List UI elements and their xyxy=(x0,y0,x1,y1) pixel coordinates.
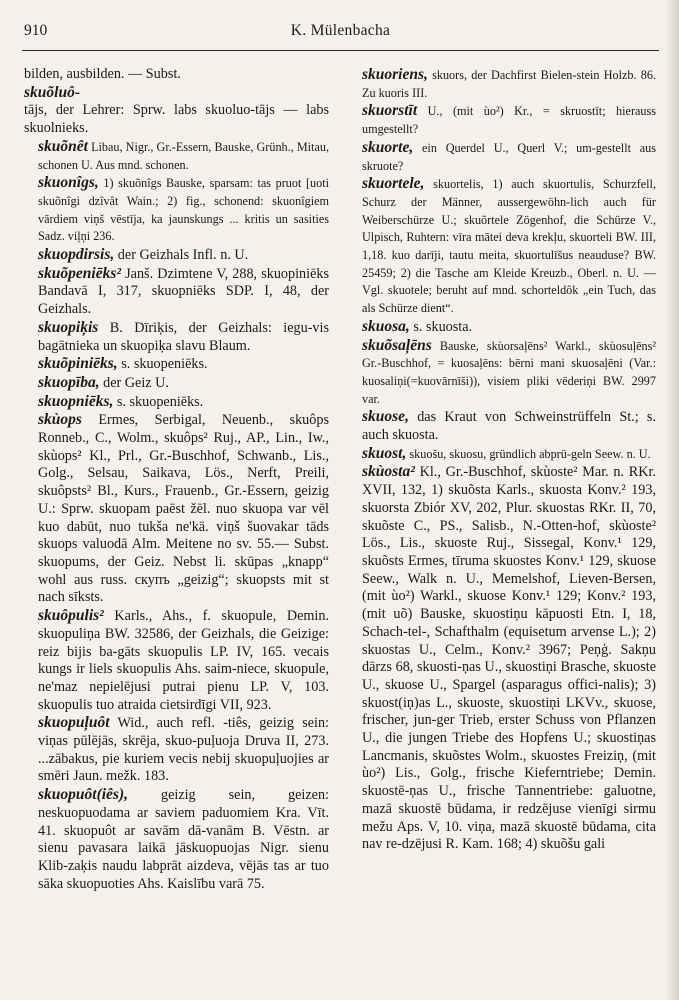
left-column xyxy=(24,66,329,991)
entry-headword: skuõluô- xyxy=(24,83,80,101)
dictionary-entry xyxy=(24,355,329,374)
entry-headword: skuoriens, xyxy=(362,66,428,83)
entry-text: s. skuopeniēks. xyxy=(113,393,204,410)
dictionary-entry xyxy=(24,393,329,412)
page-number: 910 xyxy=(24,22,48,39)
dictionary-entry xyxy=(24,102,329,137)
entry-headword: skuopuļuôt xyxy=(38,714,110,732)
dictionary-entry xyxy=(24,84,329,103)
entry-headword: skuõpiniēks, xyxy=(38,355,118,373)
entry-headword: skuonîgs, xyxy=(38,174,99,192)
entry-text: Kl., Gr.-Buschhof, skùoste² Mar. n. RKr. XVII, 132, 1) skuõsta Karls., skuosta Konv.² 193, skuorsta Zbiór XV, 202, Plur. skuostas RKr. II, 70, skuõste C., PS., Salisb., N.-Otten-hof, skùoste² Lös., Lis., skuoste Ruj., Sissegal, Konv.¹ 129, skuõsts Ermes, tīruma skuostes Konv.¹ 129, skuose Seew., Walk n. U., Memelshof, Lieven-Bersen, (mit ùo²) Warkl., skuose Konv.¹ 129; Konv.² 193, (mit uõ) Bauske, skuostiņu kāpuosti Etn. I, 18, Schach-tel-, Schafthalm (equisetum arvense L.); 2) skuostas U., Celm., Konv.² 3967; Peņģ. Sakņu dārzs 68, skuosti-ņas U., skuostiņi Brasche, skuoste U., skuose U., Spargel (asparagus offici-nalis); 3) skuost(iņ)as L., skuoste, skuostiņi LKVv., skuose, frischer, jun-ger Trieb, erster Schuss von Pflanzen U., die jungen Triebe des Hopfens U.; skuostiņas Lancmanis, skuõstes Wolm., skuostes Freiziņ, (mit ùo²) Lis., Golg., frische Kieferntriebe; Demin. skuostē-ņas U., frische Tannentriebe: galuotne, mazā skuostē būdama, ir redzējuse vienīgi sirmu mežu Aps. V, 10. viņa, mazā skuostē būdama, cita nav re-dzējusi R. Kam. 168; 4) skuõšu gali xyxy=(362,464,656,853)
entry-headword: skuortele, xyxy=(362,175,425,193)
entry-headword: skuopība, xyxy=(38,373,100,391)
dictionary-entry xyxy=(348,139,656,175)
dictionary-entry xyxy=(24,374,329,393)
dictionary-entry xyxy=(348,408,656,444)
entry-headword: skuopuôt(iês), xyxy=(38,786,128,804)
running-head: K. Mülenbacha xyxy=(290,22,391,39)
entry-text: U., (mit ùo²) Kr., = skruostīt; hierauss umgestellt? xyxy=(362,104,656,137)
entry-text: bilden, ausbilden. — Subst. xyxy=(24,66,181,82)
entry-headword: skuopniēks, xyxy=(38,392,114,410)
entry-headword: skuose, xyxy=(362,408,409,426)
entry-text: ein Querdel U., Querl V.; um-gestellt aus skruote? xyxy=(362,140,656,173)
entry-headword: skuõnêt xyxy=(38,137,88,155)
right-column xyxy=(348,66,656,991)
dictionary-entry xyxy=(24,714,329,786)
dictionary-entry xyxy=(348,337,656,409)
entry-headword: skùops xyxy=(38,411,82,429)
dictionary-entry xyxy=(24,66,329,84)
entry-text: das Kraut von Schweinstrüffeln St.; s. auch skuosta. xyxy=(362,409,656,444)
dictionary-entry xyxy=(24,138,329,174)
entry-text: Libau, Nigr., Gr.-Essern, Bauske, Grünh., Mitau, schonen U. Aus mnd. schonen. xyxy=(38,139,329,172)
entry-text: Karls., Ahs., f. skuopule, Demin. skuopuliņa BW. 32586, der Geizhals, die Geizige: reiz bijis ba-gāts skuopulis LP. IV, 165. vecais kungs ir liels skuopulis Ahs. saim-niece, skuopule, ne'maz nepielējusi putrai pienu LP. V, 103. skuopulis tuo atraida cietsirdīgi VII, 923. xyxy=(38,608,329,713)
entry-text: Janš. Dzimtene V, 288, skuopiniēks Bandavā I, 317, skuopniēks SDP. I, 48, der Geizhals. xyxy=(38,265,329,318)
page-header xyxy=(24,22,657,42)
entry-text: Bauske, skùorsaļēns² Warkl., skùosuļēns² Gr.-Buschhof, = kuosaļēns: bērni mani skuosaļēni (Var.: kuosaliņi(=kuovārnīši)), visiem pliki vēderiņi BW. 2997 var. xyxy=(362,338,656,406)
entry-headword: skuõsaļēns xyxy=(362,336,432,354)
entry-text: skuošu, skuosu, gründlich abprü-geln Seew. n. U. xyxy=(406,446,651,461)
entry-text: B. Dīriķis, der Geizhals: iegu-vis bagātnieka un skuopiķa slavu Blaum. xyxy=(38,319,329,354)
dictionary-entry xyxy=(348,102,656,138)
dictionary-entry xyxy=(24,265,329,319)
dictionary-entry xyxy=(348,445,656,464)
dictionary-entry xyxy=(24,607,329,714)
dictionary-entry xyxy=(24,319,329,355)
entry-headword: skuosa, xyxy=(362,317,410,335)
entry-text: Wid., auch refl. -tiês, geizig sein: viņas pūlējās, skrēja, skuo-puļuoja Druva II, 273. ...zābakus, pie kuriem vecis nebij skuopuļuojies ar smēri Jaun. mežk. 183. xyxy=(38,715,329,785)
dictionary-entry xyxy=(348,318,656,337)
dictionary-entry xyxy=(348,66,656,102)
entry-text: skuors, der Dachfirst Bielen-stein Holzb. 86. Zu kuoris III. xyxy=(362,68,656,100)
entry-text: 1) skuõnîgs Bauske, sparsam: tas pruot [uoti skuõnîgi dzîvât Wain.; 2) fig., schonend: skuonîgiem vārdiem viņš vēstīja, ka jaunskungs ... kritis un sasities Sadz. viļņi 236. xyxy=(38,176,329,244)
scan-edge-shadow xyxy=(665,0,679,1000)
entry-text: der Geiz U. xyxy=(99,374,169,391)
dictionary-entry xyxy=(24,786,329,893)
dictionary-entry xyxy=(24,246,329,265)
entry-text: Ermes, Serbigal, Neuenb., skuôps Ronneb., C., Wolm., skuôps² Ruj., AP., Lin., Iw., skùops² Kl., Prl., Gr.-Buschhof, Schwanb., Lis., Golg., Selsau, Saikava, Lös., Nerft, Preili, skuôpsts² Bl., Kurs., Frauenb., Gr.-Essern, geizig U.: Sprw. skuopam paēst žēl. nuo skuopa var vēl kuo dabūt, nuo tukša ne'kā. viņš šuovakar tāds skuops valuodā Alm. Meitene no sv. 55.— Subst. skuopums, der Geiz. Nebst li. skūpas „knapp“ wohl aus russ. скупъ „geizig“; skuopsts mit st nach sīksts. xyxy=(38,412,329,606)
entry-headword: skuôpulis² xyxy=(38,607,104,625)
entry-text: der Geizhals Infl. n. U. xyxy=(114,247,249,264)
entry-headword: skuost, xyxy=(362,444,407,462)
entry-headword: skuorte, xyxy=(362,138,414,156)
entry-text: tājs, der Lehrer: Sprw. labs skuoluo-tājs — labs skuolnieks. xyxy=(24,102,329,137)
dictionary-entry xyxy=(348,175,656,318)
entry-headword: skuopiķis xyxy=(38,318,99,336)
dictionary-entry xyxy=(348,463,656,853)
entry-text: s. skuopeniēks. xyxy=(117,356,208,373)
header-rule xyxy=(22,50,659,51)
entry-headword: skùosta² xyxy=(362,463,415,481)
entry-text: s. skuosta. xyxy=(409,318,473,335)
entry-text: skuortelis, 1) auch skuortulis, Schurzfell, Schurz der Männer, aussergewöhn-lich auch für Weiberschürze U.; skuõrtele Zögenhof, die Schürze V., Ulpisch, Ruhtern: vīra mātei deva krekļu, skuorteli BW. III, 1,18. kuo darīji, tautu meita, skuortulīšus neauduse? BW. 25459; 2) die Tasche am Kleide Kreuzb., Oberl. n. U. — Vgl. skuotele; beruht auf mnd. schorteldôk „ein Tuch, das als Schürze dient“. xyxy=(362,177,656,316)
entry-headword: skuopdirsis, xyxy=(38,246,115,264)
dictionary-entry xyxy=(24,411,329,607)
entry-headword: skuõpeniēks² xyxy=(38,264,122,282)
entry-headword: skuorstīt xyxy=(362,102,418,120)
entry-text: geizig sein, geizen: neskuopuodama ar saviem paduomiem Kra. Vīt. 41. skuopuôt ar savām dā-vanām B. Vēstn. ar sienu pavasara laikā jāskuopuojas Nigr. sienu Klib-zaķis naudu labprāt aizdeva, vējās tas ar tuo sāka skuopuoties Ahs. Kaislību varā 75. xyxy=(38,787,329,892)
dictionary-entry xyxy=(24,174,329,246)
